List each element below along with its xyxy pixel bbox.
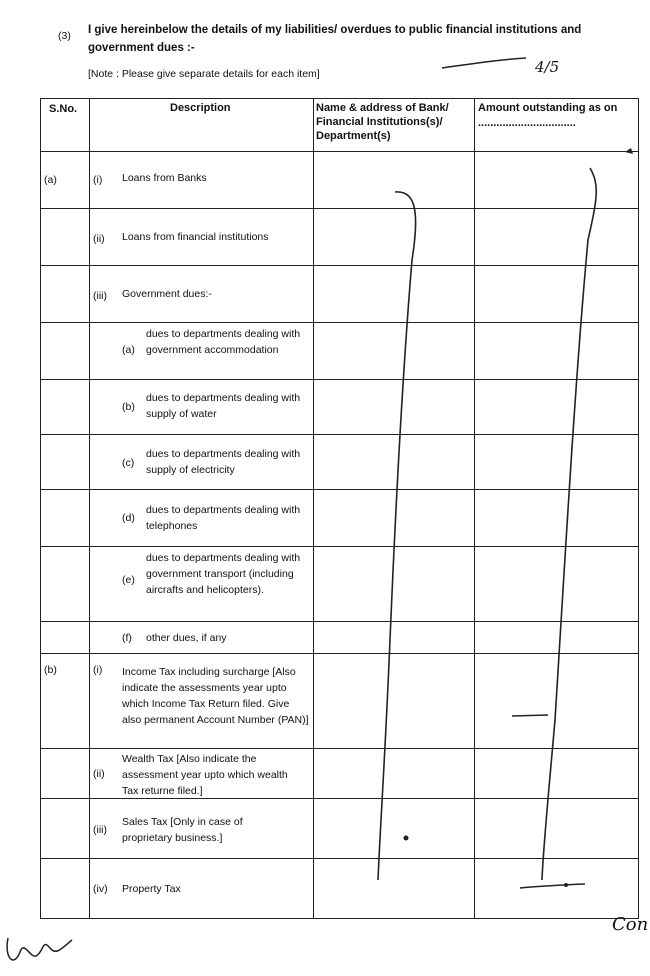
table-row: (ii) Wealth Tax [Also indicate the assessment year upto which wealth Tax returne filed.] [41,749,639,799]
table-row: (iii) Government dues:- [41,266,639,323]
margin-mark: 4/5 [535,58,560,76]
margin-arrow-stroke [440,54,530,74]
section-heading-line1: I give hereinbelow the details of my liabilities/ overdues to public financial institutions and [88,24,582,36]
header-sno: S.No. [41,99,90,152]
liabilities-table [40,98,639,919]
table-row: (ii) Loans from financial institutions [41,209,639,266]
continued-mark: Con [612,914,649,935]
table-row: (iii) Sales Tax [Only in case of proprietary business.] [41,799,639,859]
table-row: (b) dues to departments dealing with supply of water [41,380,639,435]
table-row: (a) (i) Loans from Banks [41,152,639,209]
header-bank: Name & address of Bank/ Financial Institutions(s)/ Department(s) [314,99,475,152]
header-description: Description [90,99,314,152]
signature-scribble [0,918,80,976]
section-heading-line2: government dues :- [88,42,195,54]
header-amount: Amount outstanding as on ................................ [475,99,639,152]
note-text: [Note : Please give separate details for each item] [88,68,320,80]
table-row: (b) (i) Income Tax including surcharge [Also indicate the assessments year upto which Income Tax Return filed. Give also permanent Account Number (PAN)] [41,654,639,749]
table-row: (iv) Property Tax [41,859,639,919]
table-header-row [41,99,639,152]
table-row: (c) dues to departments dealing with supply of electricity [41,435,639,490]
item-number: (3) [58,30,71,42]
table-row: (a) dues to departments dealing with government accommodation [41,323,639,380]
table-row: (d) dues to departments dealing with telephones [41,490,639,547]
table-row: (e) dues to departments dealing with government transport (including aircrafts and helicopters). [41,547,639,622]
table-row: (f) other dues, if any [41,622,639,654]
